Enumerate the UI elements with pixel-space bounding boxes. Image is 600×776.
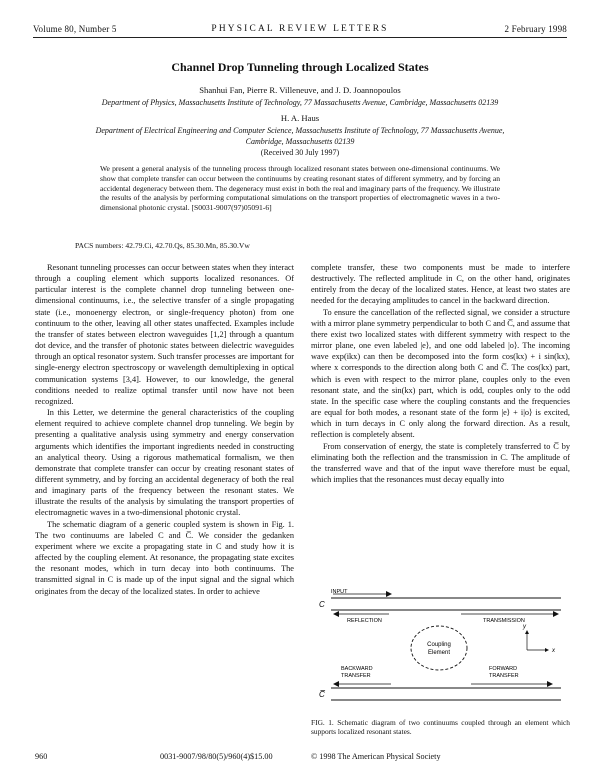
article-title: Channel Drop Tunneling through Localized States: [171, 60, 429, 74]
label-reflection: REFLECTION: [347, 618, 382, 624]
paragraph: To ensure the cancellation of the reflected signal, we consider a structure with a mirror plane symmetry perpendicular to both C and C̅, and assume that there exist two localized states with different symmetry with respect to the mirror plane, one even labeled |e⟩, and one odd labeled |o⟩. The incoming wave exp(ikx) can then be decomposed into the form cos(kx) + i sin(kx), where x corresponds to the direction along both C and C̅. The cos(kx) part, which is even with respect to the mirror plane, couples only to the even resonant state, and the sin(kx) part, which is odd, couples only to the odd state. In the specific case where the coupling constants and the frequencies are equal for both modes, a resonant state of the form |e⟩ + i|o⟩ is excited, which in turn decays in C only along the forward direction. As a result, reflection is completely absent.: [311, 307, 570, 440]
header-volume: Volume 80, Number 5: [33, 24, 117, 34]
axis-x-label: x: [552, 648, 555, 654]
paragraph: In this Letter, we determine the general characteristics of the coupling element required to achieve complete channel drop tunneling. We begin by presenting a qualitative analysis using symmetry and energy conservation arguments which identifies the important ingredients needed in constructing an analytical theory. Using a rigorous mathematical formalism, we then demonstrate that complete transfer can occur by creating resonant states of different symmetry, and by forcing an accidental degeneracy of both the real and imaginary parts of the frequency between the resonant states. We illustrate the results of the analysis by simulating the transport properties of electromagnetic waves in a two-dimensional photonic crystal.: [35, 408, 294, 518]
label-backward-transfer: TRANSFER: [341, 673, 371, 679]
figure-1-caption: FIG. 1. Schematic diagram of two continuums coupled through an element which supports localized resonant states.: [311, 718, 570, 737]
authors-1: Shanhui Fan, Pierre R. Villeneuve, and J. D. Joannopoulos: [199, 85, 401, 95]
label-transmission: TRANSMISSION: [483, 618, 525, 624]
copyright: © 1998 The American Physical Society: [311, 752, 441, 761]
paragraph: Resonant tunneling processes can occur between states when they interact through a coupling element which supports localized resonances. Of particular interest is the complete channel drop tunneling between one-dimensional continuums, i.e., the selective transfer of a single propagating state (i.e., monoenergy electron, or single-frequency photon) from one continuum to the other, leaving all other states unaffected. Examples include the transfer of states between electron waveguides [1,2] through a quantum dot device, and the transfer of photonic states between dielectric waveguides through an optical resonator system. Such transfer processes are important for single-energy electron spectroscopy or wavelength demultiplexing in optical communication systems [3,4]. However, to our knowledge, the general conditions needed to realize optimal transfer until now have not been recognized.: [35, 263, 294, 406]
affiliation-1: Department of Physics, Massachusetts Institute of Technology, 77 Massachusetts Avenue, Cambridge, Massachusetts 02139: [101, 98, 499, 107]
affiliation-2-line2: Cambridge, Massachusetts 02139: [245, 137, 355, 146]
header-rule: [33, 37, 567, 38]
label-cbar: C̅: [319, 690, 325, 699]
page-number: 960: [35, 752, 48, 761]
paragraph: The schematic diagram of a generic coupled system is shown in Fig. 1. The two continuums are labeled C and C̅. We consider the gedanken experiment where we excite a propagating state in C and study how it is affected by the coupling element. At resonance, the propagating state excites the resonant modes, which in turn decay into both continuums. The transmitted signal in C is made up of the input signal and the signal which originates from the decay of the localized states. In order to achieve: [35, 519, 294, 596]
affiliation-2-line1: Department of Electrical Engineering and Computer Science, Massachusetts Institute of Technology, 77 Massachusetts Avenue,: [95, 126, 505, 135]
label-forward-transfer: TRANSFER: [489, 673, 519, 679]
paragraph: From conservation of energy, the state is completely transferred to C̅ by eliminating both the reflection and the transmission in C. The amplitude of the transferred wave and that of the input wave therefore must be equal, which implies that the resonances must decay equally into: [311, 441, 570, 484]
authors-2: H. A. Haus: [280, 113, 320, 123]
reflection-arrowhead: [333, 611, 339, 617]
figure-1-diagram: [311, 584, 571, 712]
column-right: [311, 262, 570, 485]
pacs-numbers: PACS numbers: 42.79.Ci, 42.70.Qs, 85.30.Mn, 85.30.Vw: [75, 241, 250, 250]
axis-x-arrowhead: [545, 648, 549, 652]
article-code: 0031-9007/98/80(5)/960(4)$15.00: [160, 752, 273, 761]
received-date: (Received 30 July 1997): [260, 148, 340, 157]
axis-y-label: y: [523, 624, 526, 630]
transmission-arrowhead: [553, 611, 559, 617]
column-left: [35, 262, 294, 597]
paragraph: complete transfer, these two components must be made to interfere destructively. The reflected amplitude in C, on the other hand, originates entirely from the decay of the localized states. Hence, at least two states are needed for the decaying amplitudes to cancel in the backward direction.: [311, 263, 570, 306]
label-coupling: Coupling: [427, 642, 451, 648]
label-c: C: [319, 600, 325, 609]
label-forward: FORWARD: [489, 666, 518, 672]
header-journal: PHYSICAL REVIEW LETTERS: [211, 24, 389, 34]
input-arrowhead: [386, 591, 392, 597]
header-date: 2 February 1998: [504, 24, 567, 34]
axis-y-arrowhead: [525, 630, 529, 634]
forward-arrowhead: [547, 681, 553, 687]
label-input: INPUT: [331, 589, 348, 595]
abstract: We present a general analysis of the tunneling process through localized resonant states between one-dimensional continuums. We show that complete transfer can occur between the continuums by creating resonant states of different symmetry, and by forcing an accidental degeneracy between them. The degeneracy must exist in both the real and imaginary parts of the frequency. We illustrate the results of the analysis by performing computational simulations on the transport properties of electromagnetic waves in a two-dimensional photonic crystal. [S0031-9007(97)05091-6]: [100, 164, 500, 213]
backward-arrowhead: [333, 681, 339, 687]
label-backward: BACKWARD: [341, 666, 373, 672]
label-element: Element: [427, 650, 451, 656]
coupling-element-ellipse: [411, 626, 467, 670]
